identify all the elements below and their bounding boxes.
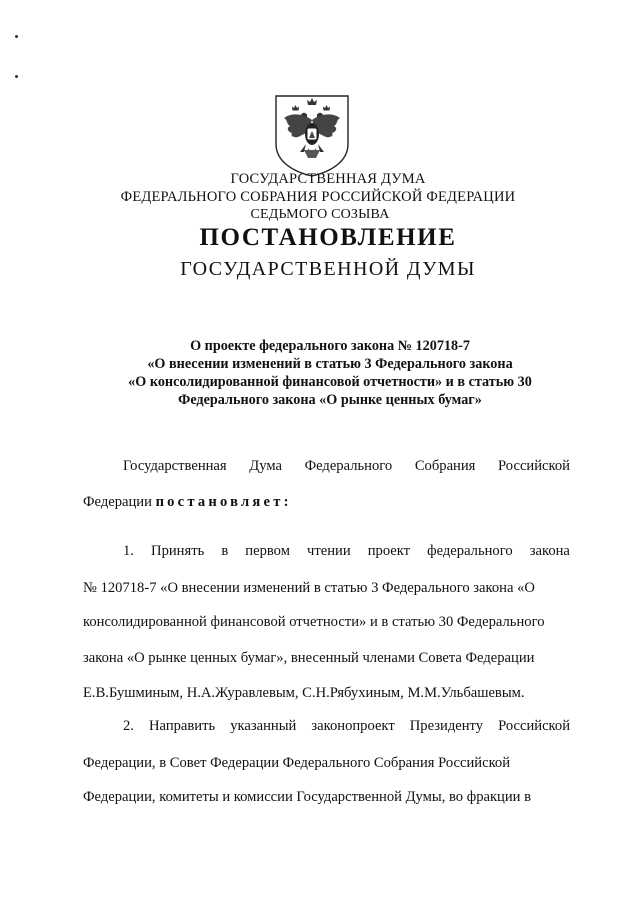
p2-word: Президенту <box>409 718 484 734</box>
intro-line-2 <box>83 494 570 511</box>
p1-word: федерального <box>427 543 513 559</box>
paragraph-2-line-3: Федерации, комитеты и комиссии Государственной Думы, во фракции в <box>83 789 532 805</box>
intro-word: Государственная <box>123 458 227 474</box>
paragraph-2-line-1 <box>123 718 570 735</box>
subject-line-2: «О внесении изменений в статью 3 Федерального закона <box>147 356 513 372</box>
paragraph-1-line-1 <box>123 543 570 560</box>
paragraph-1-line-2: № 120718-7 «О внесении изменений в статью 3 Федерального закона «О <box>83 580 535 596</box>
resolution-verb: постановляет: <box>155 494 292 510</box>
p1-word: 1. <box>123 543 134 559</box>
subject-line-4: Федерального закона «О рынке ценных бумаг» <box>178 392 482 408</box>
scan-speck <box>15 75 18 78</box>
p2-word: Направить <box>149 718 216 734</box>
scan-speck <box>15 35 18 38</box>
p1-word: закона <box>529 543 570 559</box>
paragraph-1-line-3: консолидированной финансовой отчетности» и в статью 30 Федерального <box>83 614 545 630</box>
p2-word: законопроект <box>311 718 395 734</box>
russian-coat-of-arms-icon <box>270 92 354 178</box>
paragraph-1-line-4: закона «О рынке ценных бумаг», внесенный членами Совета Федерации <box>83 650 535 666</box>
p1-word: первом <box>245 543 290 559</box>
intro-line-1 <box>123 458 570 475</box>
convocation-line: СЕДЬМОГО СОЗЫВА <box>250 207 390 222</box>
document-subtitle: ГОСУДАРСТВЕННОЙ ДУМЫ <box>180 258 476 280</box>
document-title: ПОСТАНОВЛЕНИЕ <box>199 224 457 251</box>
subject-line-3: «О консолидированной финансовой отчетности» и в статью 30 <box>128 374 532 390</box>
paragraph-2-line-2: Федерации, в Совет Федерации Федерального Собрания Российской <box>83 755 511 771</box>
org-name-line-1: ГОСУДАРСТВЕННАЯ ДУМА <box>230 171 426 187</box>
p1-word: проект <box>367 543 411 559</box>
p2-word: 2. <box>123 718 134 734</box>
p2-word: указанный <box>230 718 297 734</box>
p2-word: Российской <box>498 718 570 734</box>
intro-word: Собрания <box>414 458 476 474</box>
intro-line-2-start: Федерации <box>83 494 152 510</box>
intro-word: Российской <box>498 458 570 474</box>
intro-word: Федерального <box>304 458 393 474</box>
intro-word: Дума <box>249 458 282 474</box>
p1-word: чтении <box>307 543 351 559</box>
paragraph-1-line-5: Е.В.Бушминым, Н.А.Журавлевым, С.Н.Рябухиным, М.М.Ульбашевым. <box>83 685 525 701</box>
subject-line-1: О проекте федерального закона № 120718-7 <box>190 338 470 354</box>
p1-word: Принять <box>151 543 205 559</box>
p1-word: в <box>221 543 229 559</box>
org-name-line-2: ФЕДЕРАЛЬНОГО СОБРАНИЯ РОССИЙСКОЙ ФЕДЕРАЦИИ <box>120 189 516 205</box>
